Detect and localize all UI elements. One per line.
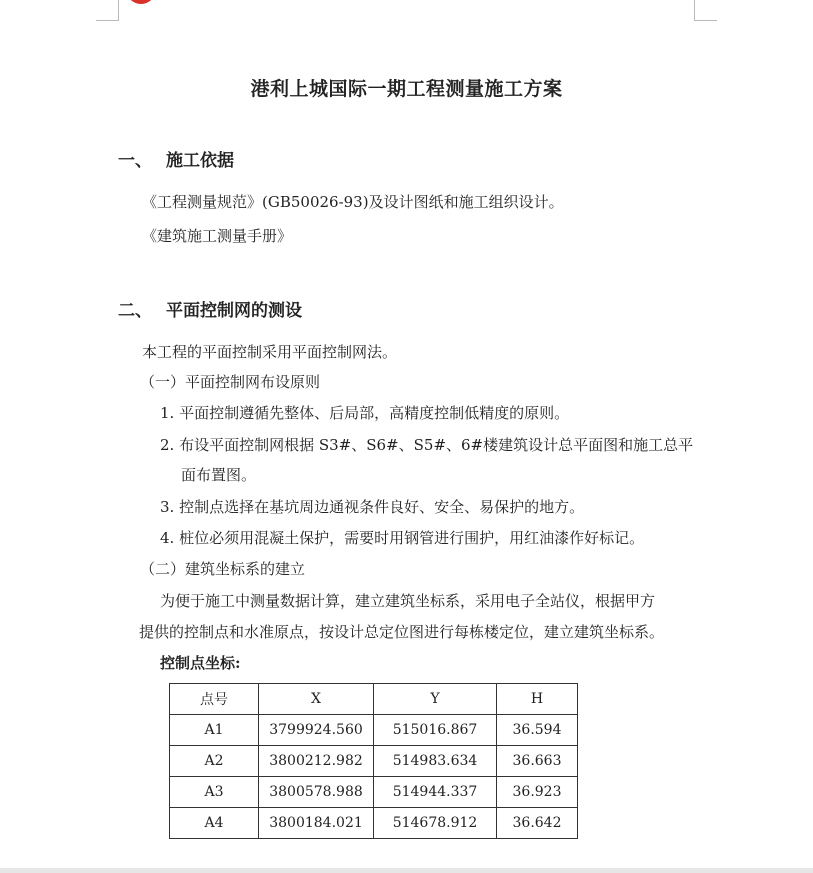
principle-item-1: 1. 平面控制遵循先整体、后局部，高精度控制低精度的原则。	[160, 404, 570, 422]
table-row	[170, 777, 578, 808]
cell-h: 36.923	[497, 777, 578, 808]
header-x: X	[259, 684, 374, 715]
principle-item-3: 3. 控制点选择在基坑周边通视条件良好、安全、易保护的地方。	[160, 498, 585, 516]
header-point: 点号	[170, 684, 259, 715]
section-2-number: 二、	[118, 301, 152, 321]
cell-h: 36.663	[497, 746, 578, 777]
cell-y: 514944.337	[374, 777, 497, 808]
cell-y: 514678.912	[374, 808, 497, 839]
coord-paragraph-line-1: 为便于施工中测量数据计算，建立建筑坐标系，采用电子全站仪，根据甲方	[160, 592, 656, 610]
cell-point: A3	[170, 777, 259, 808]
table-row	[170, 808, 578, 839]
principle-item-4: 4. 桩位必须用混凝土保护，需要时用钢管进行围护，用红油漆作好标记。	[160, 529, 645, 547]
document-title: 港利上城国际一期工程测量施工方案	[250, 78, 563, 100]
control-point-table	[169, 683, 578, 839]
section-1-heading	[118, 146, 234, 171]
cell-h: 36.594	[497, 715, 578, 746]
basis-line-2: 《建筑施工测量手册》	[142, 227, 293, 245]
cell-y: 515016.867	[374, 715, 497, 746]
page-corner-top-left	[96, 0, 119, 21]
logo-icon	[126, 0, 156, 4]
cell-x: 3799924.560	[259, 715, 374, 746]
cell-point: A2	[170, 746, 259, 777]
principle-item-2-cont: 面布置图。	[181, 466, 257, 484]
coord-paragraph-line-2: 提供的控制点和水准原点，按设计总定位图进行每栋楼定位，建立建筑坐标系。	[139, 623, 665, 641]
basis-line-1: 《工程测量规范》(GB50026-93)及设计图纸和施工组织设计。	[142, 193, 564, 211]
cell-x: 3800212.982	[259, 746, 374, 777]
section-1-title: 施工依据	[166, 151, 234, 171]
page-bottom-edge	[0, 868, 813, 873]
table-row	[170, 746, 578, 777]
header-y: Y	[374, 684, 497, 715]
page-corner-top-right	[694, 0, 717, 21]
section-2-intro: 本工程的平面控制采用平面控制网法。	[142, 343, 398, 361]
table-caption: 控制点坐标:	[160, 654, 241, 672]
cell-x: 3800184.021	[259, 808, 374, 839]
subheading-2: （二）建筑坐标系的建立	[140, 560, 306, 578]
table-header-row	[170, 684, 578, 715]
header-h: H	[497, 684, 578, 715]
cell-x: 3800578.988	[259, 777, 374, 808]
cell-point: A4	[170, 808, 259, 839]
cell-y: 514983.634	[374, 746, 497, 777]
section-2-heading	[118, 296, 302, 321]
cell-point: A1	[170, 715, 259, 746]
section-1-number: 一、	[118, 151, 152, 171]
section-2-title: 平面控制网的测设	[166, 301, 302, 321]
principle-item-2: 2. 布设平面控制网根据 S3#、S6#、S5#、6#楼建筑设计总平面图和施工总平	[160, 436, 694, 454]
subheading-1: （一）平面控制网布设原则	[140, 373, 321, 391]
table-row	[170, 715, 578, 746]
cell-h: 36.642	[497, 808, 578, 839]
